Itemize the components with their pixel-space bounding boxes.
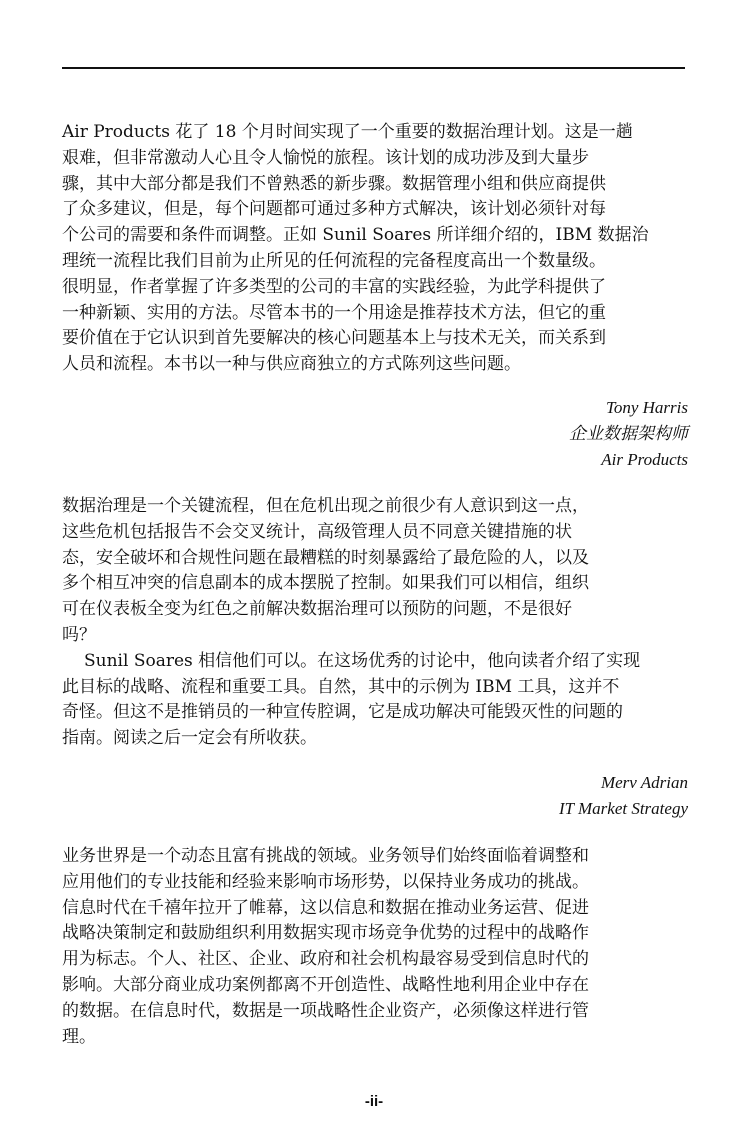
text-line: 人员和流程。本书以一种与供应商独立的方式陈列这些问题。 — [62, 354, 521, 375]
text-line: 这些危机包括报告不会交叉统计，高级管理人员不同意关键措施的状 — [62, 521, 572, 542]
text-line: 态，安全破坏和合规性问题在最糟糕的时刻暴露给了最危险的人，以及 — [62, 547, 589, 568]
text-line: 要价值在于它认识到首先要解决的核心问题基本上与技术无关，而关系到 — [62, 328, 606, 349]
endorsement-1-text — [62, 120, 688, 378]
signature-name: Merv Adrian — [600, 773, 688, 792]
text-line: 理。 — [62, 1026, 96, 1047]
text-line: 多个相互冲突的信息副本的成本摆脱了控制。如果我们可以相信，组织 — [62, 573, 589, 594]
text-line: 一种新颖、实用的方法。尽管本书的一个用途是推荐技术方法，但它的重 — [62, 302, 606, 323]
text-line: 战略决策制定和鼓励组织利用数据实现市场竞争优势的过程中的战略作 — [62, 923, 589, 944]
text-line: Sunil Soares 相信他们可以。在这场优秀的讨论中，他向读者介绍了实现 — [84, 650, 641, 671]
text-line: 的数据。在信息时代，数据是一项战略性企业资产，必须像这样进行管 — [62, 1000, 589, 1021]
text-line: 数据治理是一个关键流程，但在危机出现之前很少有人意识到这一点， — [62, 496, 589, 516]
text-line: 信息时代在千禧年拉开了帷幕，这以信息和数据在推动业务运营、促进 — [62, 897, 589, 918]
signature-company: IT Market Strategy — [558, 798, 688, 818]
text-line: 了众多建议，但是，每个问题都可通过多种方式解决，该计划必须针对每 — [62, 199, 606, 220]
text-line: Air Products 花了 18 个月时间实现了一个重要的数据治理计划。这是一趟 — [62, 122, 633, 142]
text-line: 可在仪表板全变为红色之前解决数据治理可以预防的问题，不是很好 — [62, 599, 572, 620]
signature-name: Tony Harris — [605, 398, 688, 417]
text-line: 艰难，但非常激动人心且令人愉悦的旅程。该计划的成功涉及到大量步 — [62, 147, 589, 168]
text-line: 理统一流程比我们目前为止所见的任何流程的完备程度高出一个数量级。 — [62, 250, 606, 271]
signature-company: Air Products — [601, 449, 688, 469]
endorsement-3-text — [62, 844, 688, 1050]
signature-title: 企业数据架构师 — [569, 423, 688, 443]
text-line: 影响。大部分商业成功案例都离不开创造性、战略性地利用企业中存在 — [62, 974, 589, 995]
text-line: 业务世界是一个动态且富有挑战的领域。业务领导们始终面临着调整和 — [62, 846, 589, 866]
endorsement-2-text — [62, 494, 688, 752]
text-line: 个公司的需要和条件而调整。正如 Sunil Soares 所详细介绍的，IBM 数据治 — [62, 225, 649, 246]
text-line: 奇怪。但这不是推销员的一种宣传腔调，它是成功解决可能毁灭性的问题的 — [62, 702, 623, 723]
text-line: 此目标的战略、流程和重要工具。自然，其中的示例为 IBM 工具，这并不 — [62, 676, 620, 697]
header-rule — [62, 67, 685, 69]
text-line: 应用他们的专业技能和经验来影响市场形势，以保持业务成功的挑战。 — [62, 871, 589, 892]
text-line: 指南。阅读之后一定会有所收获。 — [62, 728, 317, 749]
endorsement-1-signature — [569, 395, 688, 472]
text-line: 骤，其中大部分都是我们不曾熟悉的新步骤。数据管理小组和供应商提供 — [62, 173, 606, 194]
text-line: 很明显，作者掌握了许多类型的公司的丰富的实践经验，为此学科提供了 — [62, 276, 606, 297]
endorsement-2-signature — [559, 770, 688, 822]
page-number: -ii- — [364, 1093, 384, 1110]
text-line: 吗？ — [62, 624, 96, 645]
text-line: 用为标志。个人、社区、企业、政府和社会机构最容易受到信息时代的 — [62, 949, 589, 970]
